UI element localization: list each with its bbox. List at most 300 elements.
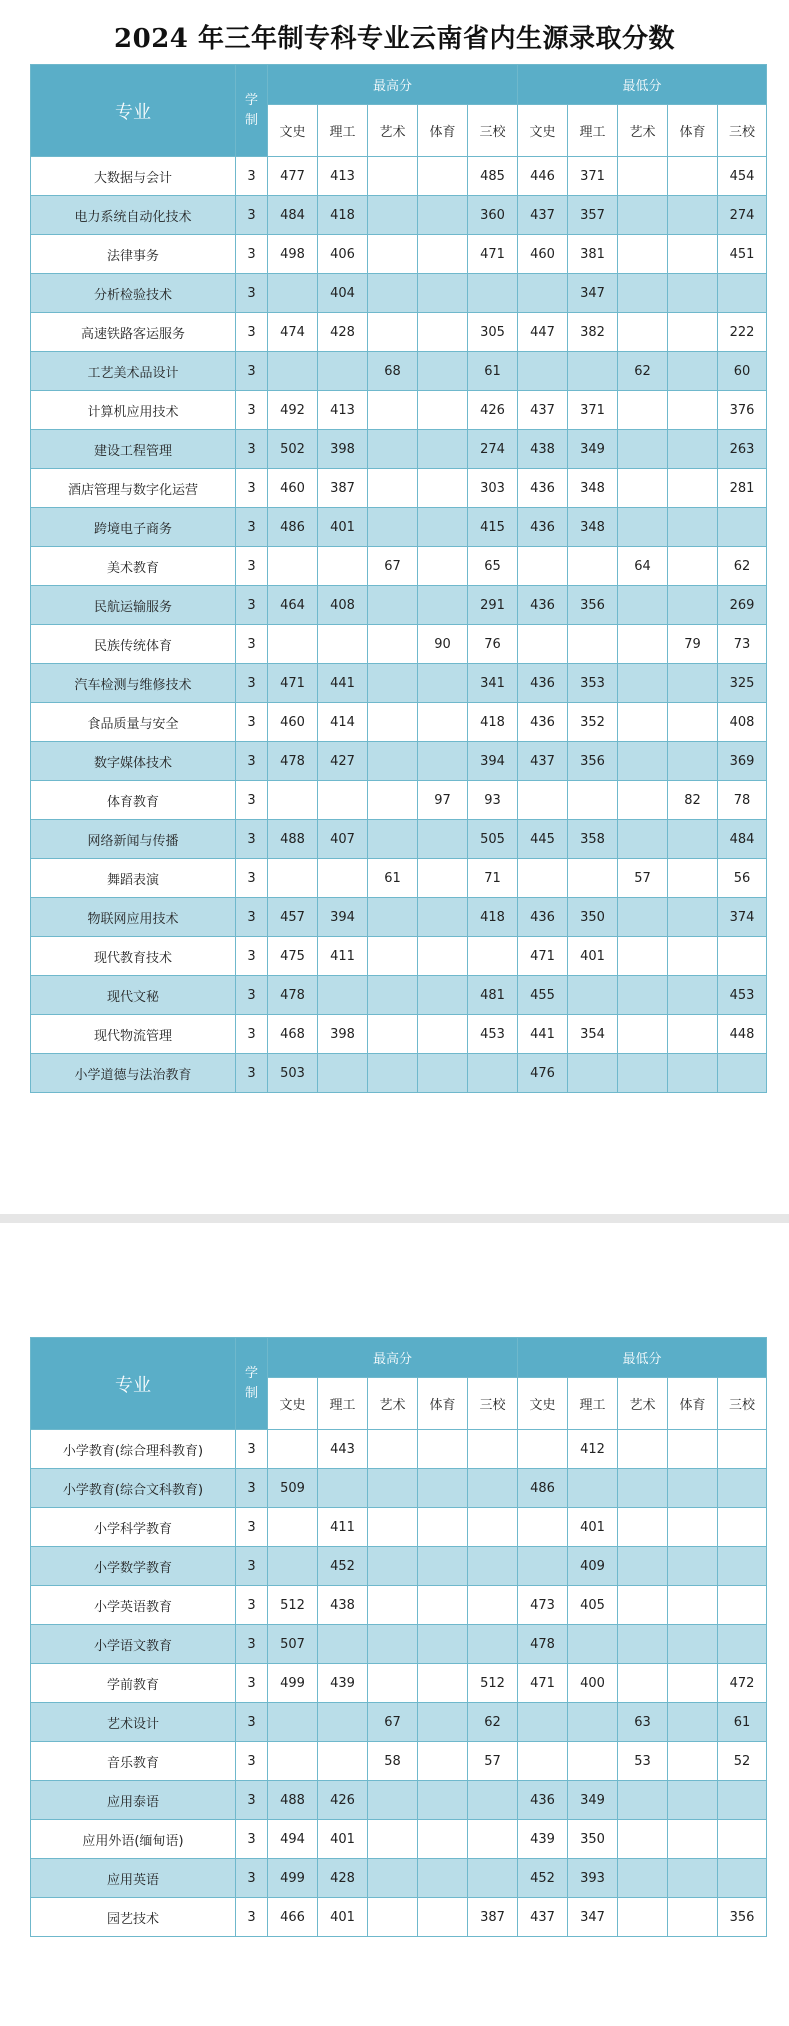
max-score-cell — [368, 1547, 418, 1586]
duration-cell: 3 — [236, 313, 268, 352]
major-header: 专业 — [31, 65, 236, 157]
min-score-cell: 61 — [718, 1703, 767, 1742]
duration-cell: 3 — [236, 235, 268, 274]
max-score-cell: 439 — [318, 1664, 368, 1703]
max-score-cell — [418, 1820, 468, 1859]
min-score-cell: 371 — [568, 157, 618, 196]
max-score-cell: 407 — [318, 820, 368, 859]
min-score-cell: 347 — [568, 274, 618, 313]
max-score-cell — [468, 1586, 518, 1625]
table-row — [31, 742, 767, 781]
min-score-cell: 400 — [568, 1664, 618, 1703]
max-score-cell — [268, 625, 318, 664]
min-score-cell — [618, 937, 668, 976]
duration-cell: 3 — [236, 1054, 268, 1093]
min-score-cell: 438 — [518, 430, 568, 469]
major-name: 应用英语 — [31, 1859, 236, 1898]
min-score-cell — [668, 508, 718, 547]
min-score-cell — [618, 820, 668, 859]
major-header: 专业 — [31, 1338, 236, 1430]
page-title: 2024 年三年制专科专业云南省内生源录取分数 — [114, 24, 675, 54]
min-score-cell: 57 — [618, 859, 668, 898]
max-score-cell: 418 — [468, 703, 518, 742]
max-score-cell — [418, 391, 468, 430]
duration-cell: 3 — [236, 157, 268, 196]
min-score-cell — [518, 625, 568, 664]
max-score-cell: 443 — [318, 1430, 368, 1469]
duration-cell: 3 — [236, 1742, 268, 1781]
max-score-cell: 512 — [468, 1664, 518, 1703]
min-score-cell: 452 — [518, 1859, 568, 1898]
max-score-cell: 394 — [318, 898, 368, 937]
min-score-cell — [668, 547, 718, 586]
max-score-cell — [268, 1547, 318, 1586]
min-score-cell — [618, 1664, 668, 1703]
min-score-cell — [668, 937, 718, 976]
max-score-cell — [318, 1469, 368, 1508]
max-score-cell — [418, 937, 468, 976]
table-row — [31, 1742, 767, 1781]
max-score-cell — [318, 1742, 368, 1781]
max-score-cell: 406 — [318, 235, 368, 274]
max-score-cell — [368, 1430, 418, 1469]
max-score-cell: 498 — [268, 235, 318, 274]
min-score-cell: 471 — [518, 1664, 568, 1703]
max-score-cell: 408 — [318, 586, 368, 625]
min-score-cell: 356 — [718, 1898, 767, 1937]
max-sub-header: 理工 — [318, 105, 368, 157]
min-score-cell — [718, 1586, 767, 1625]
min-score-cell — [668, 742, 718, 781]
max-score-cell — [368, 157, 418, 196]
max-score-cell: 426 — [318, 1781, 368, 1820]
max-score-cell: 466 — [268, 1898, 318, 1937]
min-score-cell — [618, 1820, 668, 1859]
min-score-cell: 412 — [568, 1430, 618, 1469]
max-score-cell — [468, 1625, 518, 1664]
min-score-cell — [668, 274, 718, 313]
major-name: 汽车检测与维修技术 — [31, 664, 236, 703]
max-score-cell — [418, 1469, 468, 1508]
min-score-cell: 382 — [568, 313, 618, 352]
major-name: 酒店管理与数字化运营 — [31, 469, 236, 508]
min-score-cell — [718, 1054, 767, 1093]
duration-cell: 3 — [236, 1508, 268, 1547]
min-score-cell — [518, 1703, 568, 1742]
max-score-cell: 507 — [268, 1625, 318, 1664]
duration-cell: 3 — [236, 352, 268, 391]
max-score-cell: 503 — [268, 1054, 318, 1093]
major-name: 小学语文教育 — [31, 1625, 236, 1664]
min-score-cell — [668, 157, 718, 196]
min-score-cell: 405 — [568, 1586, 618, 1625]
duration-cell: 3 — [236, 1625, 268, 1664]
table-row — [31, 781, 767, 820]
major-name: 艺术设计 — [31, 1703, 236, 1742]
max-score-cell — [418, 1742, 468, 1781]
table-row — [31, 469, 767, 508]
min-score-cell: 222 — [718, 313, 767, 352]
min-score-cell — [618, 196, 668, 235]
table-row — [31, 157, 767, 196]
max-score-cell: 401 — [318, 1820, 368, 1859]
min-score-cell — [568, 1054, 618, 1093]
max-score-cell: 401 — [318, 1898, 368, 1937]
max-score-cell — [368, 508, 418, 547]
min-score-cell: 473 — [518, 1586, 568, 1625]
max-score-cell: 398 — [318, 1015, 368, 1054]
min-score-cell — [618, 664, 668, 703]
max-score-cell — [318, 547, 368, 586]
min-score-cell — [668, 235, 718, 274]
min-score-cell: 347 — [568, 1898, 618, 1937]
max-score-cell — [418, 469, 468, 508]
major-name: 小学数学教育 — [31, 1547, 236, 1586]
min-score-cell — [568, 1742, 618, 1781]
min-score-cell: 439 — [518, 1820, 568, 1859]
min-score-cell — [668, 1508, 718, 1547]
duration-cell: 3 — [236, 781, 268, 820]
max-score-cell: 97 — [418, 781, 468, 820]
min-score-cell — [618, 1781, 668, 1820]
duration-cell: 3 — [236, 430, 268, 469]
max-score-cell: 68 — [368, 352, 418, 391]
table-row — [31, 547, 767, 586]
max-score-cell: 76 — [468, 625, 518, 664]
max-score-cell: 488 — [268, 820, 318, 859]
min-score-cell: 451 — [718, 235, 767, 274]
max-score-cell — [418, 547, 468, 586]
max-score-cell — [368, 625, 418, 664]
max-score-cell: 67 — [368, 547, 418, 586]
max-score-cell — [418, 859, 468, 898]
duration-cell: 3 — [236, 469, 268, 508]
max-score-cell: 499 — [268, 1664, 318, 1703]
max-score-cell — [318, 859, 368, 898]
major-name: 小学道德与法治教育 — [31, 1054, 236, 1093]
min-score-cell — [668, 1703, 718, 1742]
major-name: 工艺美术品设计 — [31, 352, 236, 391]
min-score-cell — [618, 781, 668, 820]
min-score-cell: 349 — [568, 1781, 618, 1820]
max-score-cell: 418 — [468, 898, 518, 937]
min-score-cell — [668, 1625, 718, 1664]
max-score-cell: 411 — [318, 937, 368, 976]
max-score-cell — [268, 274, 318, 313]
min-sub-header: 艺术 — [618, 1378, 668, 1430]
min-score-cell — [668, 820, 718, 859]
duration-cell: 3 — [236, 1586, 268, 1625]
min-score-cell: 437 — [518, 1898, 568, 1937]
max-score-cell — [418, 820, 468, 859]
max-score-cell: 505 — [468, 820, 518, 859]
max-score-cell — [418, 1054, 468, 1093]
min-score-cell — [618, 391, 668, 430]
min-score-cell: 350 — [568, 1820, 618, 1859]
max-score-cell — [468, 1859, 518, 1898]
max-score-cell — [368, 469, 418, 508]
max-score-cell: 387 — [468, 1898, 518, 1937]
max-score-cell: 494 — [268, 1820, 318, 1859]
max-score-cell: 65 — [468, 547, 518, 586]
min-score-cell — [668, 1664, 718, 1703]
table-2-body — [31, 1430, 767, 1937]
min-score-cell — [518, 1508, 568, 1547]
min-score-cell: 393 — [568, 1859, 618, 1898]
major-name: 小学教育(综合文科教育) — [31, 1469, 236, 1508]
max-score-cell: 428 — [318, 313, 368, 352]
duration-cell: 3 — [236, 586, 268, 625]
major-name: 小学英语教育 — [31, 1586, 236, 1625]
max-score-cell — [368, 781, 418, 820]
max-score-cell: 418 — [318, 196, 368, 235]
max-score-cell — [368, 1015, 418, 1054]
major-name: 现代文秘 — [31, 976, 236, 1015]
max-score-cell: 394 — [468, 742, 518, 781]
min-score-cell — [668, 586, 718, 625]
max-score-cell: 502 — [268, 430, 318, 469]
min-score-cell — [668, 352, 718, 391]
max-score-cell — [318, 1625, 368, 1664]
max-score-cell — [418, 1015, 468, 1054]
max-score-cell: 441 — [318, 664, 368, 703]
duration-header: 学 制 — [236, 1338, 268, 1430]
max-score-cell — [418, 898, 468, 937]
max-score-cell — [268, 1703, 318, 1742]
min-score-cell: 348 — [568, 508, 618, 547]
table-row — [31, 196, 767, 235]
min-score-cell: 401 — [568, 1508, 618, 1547]
min-score-cell: 436 — [518, 508, 568, 547]
min-score-cell: 354 — [568, 1015, 618, 1054]
duration-cell: 3 — [236, 1430, 268, 1469]
min-score-cell — [668, 313, 718, 352]
table-row — [31, 703, 767, 742]
min-score-cell — [668, 1015, 718, 1054]
max-score-cell — [418, 1781, 468, 1820]
duration-cell: 3 — [236, 1015, 268, 1054]
major-name: 法律事务 — [31, 235, 236, 274]
major-name: 民族传统体育 — [31, 625, 236, 664]
duration-cell: 3 — [236, 1664, 268, 1703]
min-score-cell: 486 — [518, 1469, 568, 1508]
max-score-cell — [418, 508, 468, 547]
min-score-cell — [718, 274, 767, 313]
min-score-cell — [718, 1781, 767, 1820]
min-sub-header: 理工 — [568, 105, 618, 157]
min-score-cell — [718, 1625, 767, 1664]
max-score-cell — [418, 1664, 468, 1703]
min-sub-header: 体育 — [668, 1378, 718, 1430]
min-score-cell: 263 — [718, 430, 767, 469]
min-score-cell: 437 — [518, 391, 568, 430]
min-score-cell: 436 — [518, 898, 568, 937]
min-score-cell — [618, 1054, 668, 1093]
table-row — [31, 508, 767, 547]
max-score-cell — [418, 157, 468, 196]
max-score-cell — [368, 1859, 418, 1898]
min-score-cell: 353 — [568, 664, 618, 703]
max-sub-header: 艺术 — [368, 105, 418, 157]
table-row — [31, 1859, 767, 1898]
min-score-cell: 408 — [718, 703, 767, 742]
min-score-cell — [618, 1625, 668, 1664]
min-score-cell: 56 — [718, 859, 767, 898]
table-1-body — [31, 157, 767, 1093]
min-score-cell — [668, 1054, 718, 1093]
major-name: 网络新闻与传播 — [31, 820, 236, 859]
max-score-cell: 67 — [368, 1703, 418, 1742]
min-score-cell: 476 — [518, 1054, 568, 1093]
max-score-cell — [318, 352, 368, 391]
max-score-cell — [418, 1859, 468, 1898]
table-row — [31, 1703, 767, 1742]
min-score-cell: 381 — [568, 235, 618, 274]
max-score-cell: 509 — [268, 1469, 318, 1508]
max-sub-header: 文史 — [268, 105, 318, 157]
min-score-cell: 437 — [518, 742, 568, 781]
major-name: 学前教育 — [31, 1664, 236, 1703]
max-score-cell — [468, 1547, 518, 1586]
min-score-cell: 82 — [668, 781, 718, 820]
min-score-cell — [518, 1430, 568, 1469]
min-score-cell: 60 — [718, 352, 767, 391]
min-score-cell — [718, 1820, 767, 1859]
max-score-cell: 486 — [268, 508, 318, 547]
max-score-cell: 414 — [318, 703, 368, 742]
min-score-cell: 460 — [518, 235, 568, 274]
min-score-cell — [568, 547, 618, 586]
max-score-cell — [268, 1508, 318, 1547]
min-score-cell: 325 — [718, 664, 767, 703]
min-score-cell: 409 — [568, 1547, 618, 1586]
min-score-cell: 436 — [518, 586, 568, 625]
max-score-cell: 274 — [468, 430, 518, 469]
max-score-cell — [418, 352, 468, 391]
min-score-cell — [568, 352, 618, 391]
min-score-cell: 448 — [718, 1015, 767, 1054]
max-score-cell — [418, 703, 468, 742]
table-row — [31, 1898, 767, 1937]
min-score-cell — [618, 1586, 668, 1625]
max-score-cell — [368, 1820, 418, 1859]
major-name: 现代教育技术 — [31, 937, 236, 976]
max-sub-header: 理工 — [318, 1378, 368, 1430]
table-row — [31, 1054, 767, 1093]
major-name: 应用泰语 — [31, 1781, 236, 1820]
table-row — [31, 820, 767, 859]
min-score-cell — [618, 703, 668, 742]
min-score-cell: 62 — [718, 547, 767, 586]
max-score-cell — [468, 1820, 518, 1859]
duration-cell: 3 — [236, 1547, 268, 1586]
min-score-cell: 78 — [718, 781, 767, 820]
min-score-cell — [618, 586, 668, 625]
min-score-cell — [518, 781, 568, 820]
max-score-cell — [468, 1469, 518, 1508]
min-sub-header: 文史 — [518, 1378, 568, 1430]
min-score-cell: 356 — [568, 742, 618, 781]
max-score-cell — [268, 1742, 318, 1781]
max-score-cell: 415 — [468, 508, 518, 547]
duration-cell: 3 — [236, 547, 268, 586]
max-score-cell: 71 — [468, 859, 518, 898]
max-score-cell — [318, 1703, 368, 1742]
min-score-cell: 484 — [718, 820, 767, 859]
min-sub-header: 文史 — [518, 105, 568, 157]
duration-cell: 3 — [236, 625, 268, 664]
duration-cell: 3 — [236, 937, 268, 976]
min-score-cell: 478 — [518, 1625, 568, 1664]
min-score-cell — [618, 742, 668, 781]
max-score-cell — [368, 586, 418, 625]
min-score-cell — [518, 859, 568, 898]
max-score-cell — [368, 274, 418, 313]
min-score-cell — [618, 1898, 668, 1937]
duration-cell: 3 — [236, 976, 268, 1015]
min-score-cell — [668, 1781, 718, 1820]
min-score-cell — [618, 1547, 668, 1586]
min-score-cell — [568, 781, 618, 820]
max-score-cell — [368, 1664, 418, 1703]
min-score-cell — [518, 274, 568, 313]
min-score-cell: 73 — [718, 625, 767, 664]
min-score-cell — [668, 976, 718, 1015]
min-score-cell — [618, 1859, 668, 1898]
duration-cell: 3 — [236, 1703, 268, 1742]
max-score-cell — [418, 1586, 468, 1625]
max-score-cell: 471 — [268, 664, 318, 703]
max-score-cell — [418, 1898, 468, 1937]
table-row — [31, 1469, 767, 1508]
max-score-cell: 90 — [418, 625, 468, 664]
major-name: 食品质量与安全 — [31, 703, 236, 742]
max-score-cell: 57 — [468, 1742, 518, 1781]
max-score-cell: 404 — [318, 274, 368, 313]
table-row — [31, 586, 767, 625]
duration-cell: 3 — [236, 1781, 268, 1820]
major-name: 音乐教育 — [31, 1742, 236, 1781]
min-score-cell: 352 — [568, 703, 618, 742]
max-score-cell — [268, 781, 318, 820]
max-score-cell: 488 — [268, 1781, 318, 1820]
min-score-cell: 53 — [618, 1742, 668, 1781]
max-score-cell: 481 — [468, 976, 518, 1015]
min-score-cell — [518, 1742, 568, 1781]
min-score-cell — [668, 703, 718, 742]
min-score-cell — [568, 625, 618, 664]
max-score-cell: 413 — [318, 391, 368, 430]
max-score-cell — [318, 625, 368, 664]
table-row — [31, 313, 767, 352]
min-score-cell — [618, 235, 668, 274]
page-divider — [0, 1214, 789, 1223]
min-score-cell — [568, 1703, 618, 1742]
max-score-cell: 492 — [268, 391, 318, 430]
duration-cell: 3 — [236, 820, 268, 859]
min-score-cell: 369 — [718, 742, 767, 781]
table-row — [31, 664, 767, 703]
duration-cell: 3 — [236, 274, 268, 313]
duration-cell: 3 — [236, 859, 268, 898]
min-score-cell: 357 — [568, 196, 618, 235]
max-score-cell — [368, 937, 418, 976]
min-score-cell: 349 — [568, 430, 618, 469]
max-score-cell: 474 — [268, 313, 318, 352]
max-score-cell — [368, 1508, 418, 1547]
min-score-cell: 401 — [568, 937, 618, 976]
max-score-cell: 452 — [318, 1547, 368, 1586]
